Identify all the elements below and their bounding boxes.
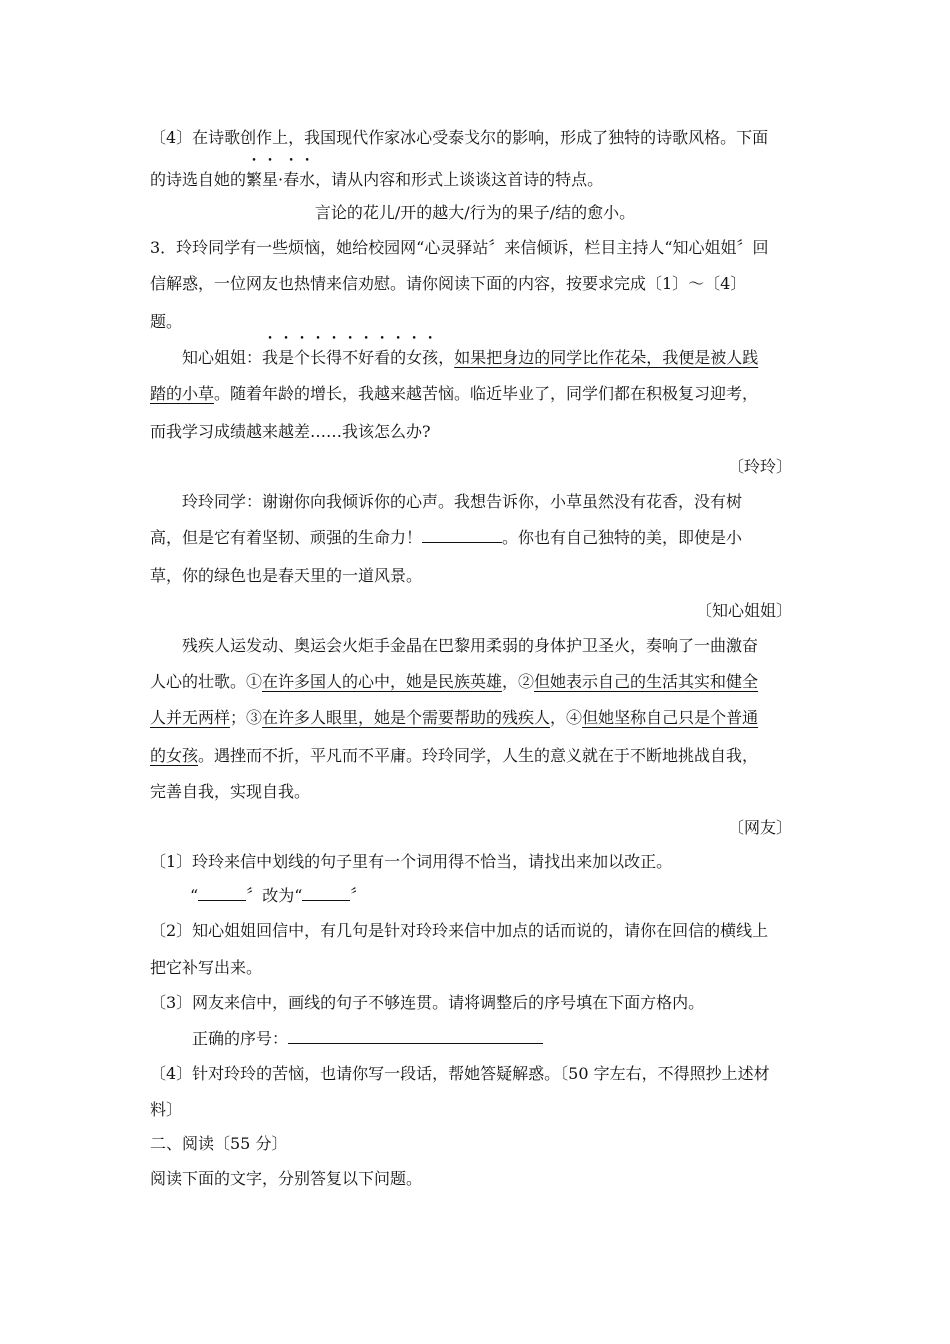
q3-label: 正确的序号： [192,1029,289,1048]
letter3-l2-mid: ，② [502,672,535,691]
q4-line-2-dot: · [278,170,284,189]
q3-intro-2: 信解惑，一位网友也热情来信劝慰。请你阅读下面的内容，按要求完成〔1〕～〔4〕 [150,274,747,293]
q1-blank-correct[interactable] [302,886,350,901]
emphasis-char: 好 [358,348,375,367]
emphasis-char: 我 [262,348,279,367]
dotted-chunshui [283,170,315,189]
letter1-line-2 [150,384,758,404]
letter3-l3-mid2: ，④ [550,708,583,727]
letter2-answer-blank[interactable] [422,528,502,543]
letter1-underline-1: 如果把身边的同学比作花朵，我便是被人践 [454,348,759,367]
emphasis-char: 水 [299,170,316,189]
question-2-line-2: 把它补写出来。 [150,958,263,977]
letter3-signature: 〔网友〕 [727,818,792,837]
emphasis-char: 孩 [422,348,439,367]
letter3-line-5: 完善自我，实现自我。 [150,782,311,801]
letter3-underline-4: 在许多人眼里，她是个需要帮助的残疾人 [262,708,551,727]
question-3: 〔3〕网友来信中，画线的句子不够连贯。请将调整后的序号填在下面方格内。 [150,993,705,1012]
letter3-underline-6: 的女孩 [150,746,199,765]
letter1-line-3: 而我学习成绩越来越差……我该怎么办? [150,422,431,441]
letter3-underline-3: 人并无两样 [150,708,231,727]
question-4-line-1: 〔4〕针对玲玲的苦恼，也请你写一段话，帮她答疑解惑。〔50 字左右，不得照抄上述材 [150,1064,770,1083]
letter3-l2-pre: 人心的壮歌。① [150,672,263,691]
emphasis-char: 是 [278,348,295,367]
emphasis-char: 不 [342,348,359,367]
q4-line-2-post: ，请从内容和形式上谈谈这首诗的特点。 [315,170,604,189]
letter3-line-4 [150,746,758,766]
letter3-line-3 [150,708,758,728]
letter1-underline-2: 踏的小草 [150,384,215,403]
question-3-answer [192,1029,543,1049]
letter3-l4-post: 。遇挫而不折，平凡而不平庸。玲玲同学，人生的意义就在于不断地挑战自我， [198,746,759,765]
q3-order-blank[interactable] [288,1029,543,1044]
letter1-line-2-post: 。随着年龄的增长，我越来越苦恼。临近毕业了，同学们都在积极复习迎考， [214,384,759,403]
section-2-instruction: 阅读下面的文字，分别答复以下问题。 [150,1169,423,1188]
letter3-underline-1: 在许多国人的心中，她是民族英雄 [262,672,503,691]
letter1-dotted [262,348,438,367]
letter2-line-2-pre: 高，但是它有着坚韧、顽强的生命力！ [150,528,423,547]
dotted-fanxing [246,170,278,189]
emphasis-char: 繁 [246,170,263,189]
letter1-salutation: 知心姐姐： [182,348,263,367]
letter1-line-1 [182,348,758,368]
letter3-underline-2: 但她表示自己的生活其实和健全 [534,672,759,691]
emphasis-char: 得 [326,348,343,367]
question-4-line-2: 料〕 [150,1100,183,1119]
emphasis-char: 春 [283,170,300,189]
q1-middle: 〞改为“ [246,886,303,905]
letter1-sep: ， [438,348,455,367]
q4-line-1: 〔4〕在诗歌创作上，我国现代作家冰心受泰戈尔的影响，形成了独特的诗歌风格。下面 [150,128,769,147]
letter1-signature: 〔玲玲〕 [727,457,792,476]
letter2-line-2 [150,528,742,548]
q3-intro-1: 3．玲玲同学有一些烦恼，她给校园网“心灵驿站〞来信倾诉，栏目主持人“知心姐姐〞回 [150,238,769,257]
poem-line: 言论的花儿/开的越大/行为的果子/结的愈小。 [314,203,636,222]
q4-line-2-pre: 的诗选自她的 [150,170,247,189]
section-2-title: 二、阅读〔55 分〕 [150,1134,288,1153]
emphasis-char: 星 [262,170,279,189]
question-2-line-1: 〔2〕知心姐姐回信中，有几句是针对玲玲来信中加点的话而说的，请你在回信的横线上 [150,921,769,940]
letter3-line-1: 残疾人运发动、奥运会火炬手金晶在巴黎用柔弱的身体护卫圣火，奏响了一曲激奋 [182,636,759,655]
q1-open-quote: “ [190,886,199,905]
letter2-signature: 〔知心姐姐〕 [695,601,792,620]
letter2-line-2-post: 。你也有自己独特的美，即使是小 [502,528,743,547]
emphasis-char: 的 [390,348,407,367]
letter3-l3-mid1: ；③ [230,708,263,727]
q4-line-2 [150,170,603,190]
question-1: 〔1〕玲玲来信中划线的句子里有一个词用得不恰当，请找出来加以改正。 [150,852,673,871]
letter3-line-2 [150,672,758,692]
emphasis-char: 看 [374,348,391,367]
emphasis-char: 个 [294,348,311,367]
q1-close-quote: 〞 [350,886,367,905]
letter3-underline-5: 但她坚称自己只是个普通 [582,708,759,727]
q3-intro-3: 题。 [150,312,183,331]
emphasis-char: 女 [406,348,423,367]
emphasis-char: 长 [310,348,327,367]
letter2-line-1: 玲玲同学：谢谢你向我倾诉你的心声。我想告诉你，小草虽然没有花香，没有树 [182,492,743,511]
q1-blank-wrong[interactable] [198,886,246,901]
letter2-line-3: 草，你的绿色也是春天里的一道风景。 [150,566,423,585]
question-1-answer [190,886,366,906]
